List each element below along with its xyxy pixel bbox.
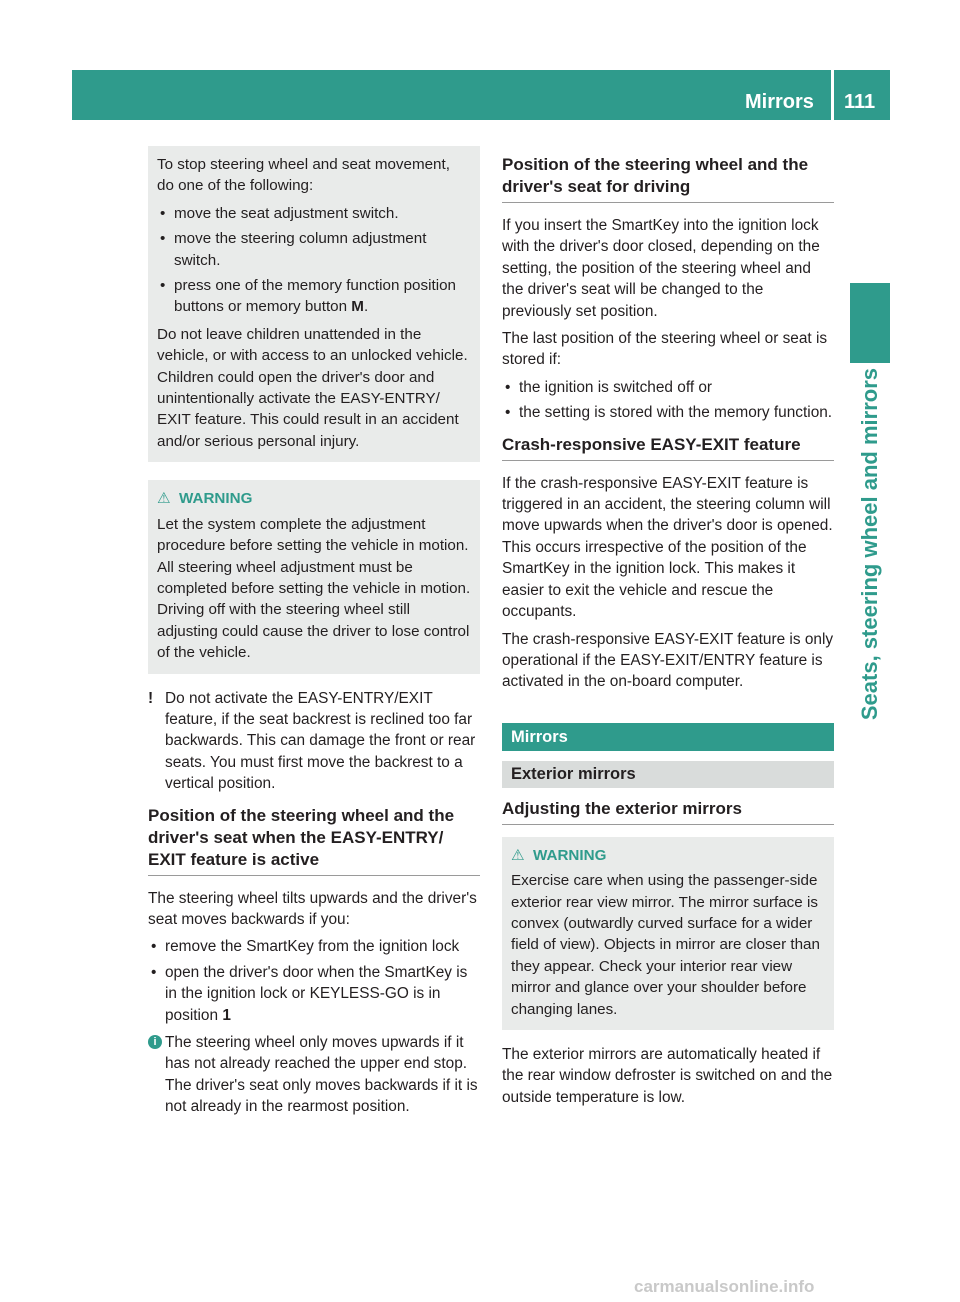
bullet-icon: • [505,404,511,422]
info-note [148,1032,480,1118]
list-item: • press one of the memory function position buttons or memory button M. [160,277,456,316]
position-value: 1 [222,1006,231,1024]
warning-box [502,837,834,1030]
left-column [148,146,480,1126]
bullet-icon: • [151,938,157,956]
list-item: • move the steering column adjustment switch. [160,230,427,269]
header-divider [831,70,834,120]
warning-heading: ⚠ WARNING [157,488,471,509]
warning-text: Let the system complete the adjustment procedure before setting the vehicle in motion. All steering wheel adjustment must be completed before setting the vehicle in motion. Driving off with the steering wheel still adjusting could cause the driver to lose control of the vehicle. [157,515,471,662]
paragraph: The exterior mirrors are automatically heated if the rear window defroster is switched on and the outside temperature is low. [502,1045,833,1106]
exclamation-icon: ! [148,689,154,707]
section-title: Mirrors [745,91,814,113]
warning-text: Exercise care when using the passenger-side exterior rear view mirror. The mirror surface is convex (outwardly curved surface for a wider field of view). Objects in mirror are closer than they appear. Check your interior rear view mirror and glance over your shoulder before changing lanes. [511,872,820,1018]
side-tab-block [850,283,890,363]
section-heading: Position of the steering wheel and the driver's seat when the EASY-ENTRY/ EXIT feature is active [148,805,480,876]
warning-triangle-icon: ⚠ [511,846,525,864]
warning-heading: ⚠ WARNING [511,845,825,866]
bullet-icon: • [160,277,166,295]
paragraph: If you insert the SmartKey into the ignition lock with the driver's door closed, depending on the setting, the position of the steering wheel and the driver's seat will be changed to the previously set position. [502,217,820,320]
list-item: • open the driver's door when the SmartKey is in the ignition lock or KEYLESS-GO is in position 1 [151,963,468,1024]
paragraph: If the crash-responsive EASY-EXIT feature is triggered in an accident, the steering column will move upwards when the driver's door is opened. This occurs irrespective of the position of the SmartKey in the ignition lock. This makes it easier to exit the vehicle and rescue the occupants. [502,474,833,621]
list-item: • remove the SmartKey from the ignition lock [148,936,480,957]
memory-key: M [351,298,364,316]
section-heading: Adjusting the exterior mirrors [502,798,834,825]
right-column [502,146,834,1114]
footer-watermark: carmanualsonline.info [634,1277,815,1296]
paragraph: The crash-responsive EASY-EXIT feature is only operational if the EASY-EXIT/ENTRY feature is activated in the on-board computer. [502,630,834,691]
info-icon: i [148,1035,162,1049]
bullet-icon: • [160,204,166,222]
section-intro: The steering wheel tilts upwards and the driver's seat moves backwards if you: [148,889,477,928]
box-intro: To stop steering wheel and seat movement, do one of the following: [157,156,450,195]
list-item: • move the seat adjustment switch. [157,203,471,224]
stored-conditions-list [502,377,834,424]
list-item: • the ignition is switched off or [502,377,834,398]
stop-movement-list [157,203,471,318]
warning-box [148,480,480,673]
section-heading: Position of the steering wheel and the driver's seat for driving [502,154,834,203]
side-tab-label: Seats, steering wheel and mirrors [857,368,882,721]
list-item: • the setting is stored with the memory function. [502,402,834,423]
page-header-bar [72,70,890,120]
caution-text: Do not activate the EASY-ENTRY/EXIT feature, if the seat backrest is reclined too far backwards. This can damage the front or rear seats. You must first move the backrest to a vertical position. [165,689,476,793]
warning-triangle-icon: ⚠ [157,490,171,508]
chapter-band: Mirrors [502,723,834,751]
page-number: 111 [844,91,876,113]
box-paragraph: Do not leave children unattended in the vehicle, or with access to an unlocked vehicle. Children could open the driver's door and unintentionally activate the EASY-ENTRY/ EXIT feature. This could result in an accident and/or serious personal injury. [157,325,468,450]
warning-box-continued [148,146,480,462]
bullet-icon: • [505,378,511,396]
paragraph: The last position of the steering wheel or seat is stored if: [502,330,828,369]
bullet-icon: • [160,230,166,248]
caution-note [148,688,480,795]
subchapter-band: Exterior mirrors [502,761,834,788]
info-text: The steering wheel only moves upwards if it has not already reached the upper end stop. The driver's seat only moves backwards if it is not already in the rearmost position. [165,1034,478,1116]
easy-entry-conditions-list [148,936,480,1026]
section-heading: Crash-responsive EASY-EXIT feature [502,434,834,461]
bullet-icon: • [151,963,157,981]
